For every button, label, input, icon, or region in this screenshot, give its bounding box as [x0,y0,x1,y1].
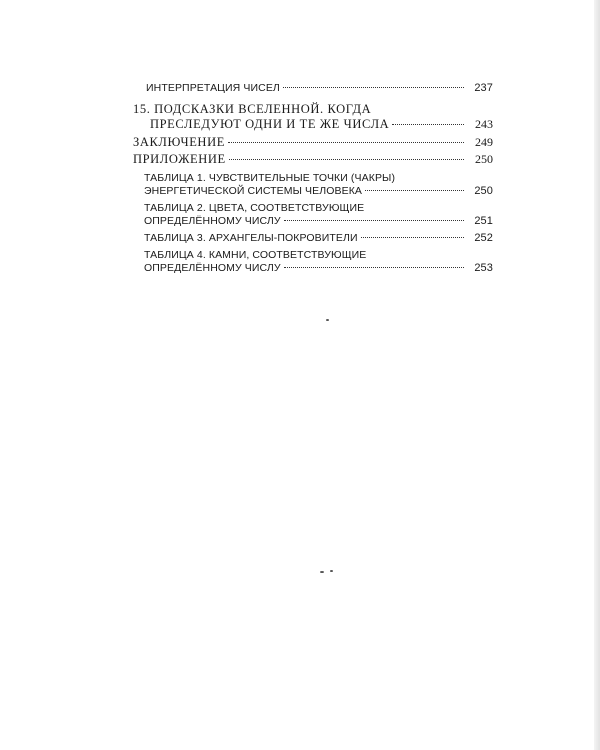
toc-entry-table-3 [144,232,493,245]
toc-page-number: 250 [475,152,493,166]
toc-entry-title-line2: ЭНЕРГЕТИЧЕСКОЙ СИСТЕМЫ ЧЕЛОВЕКА [144,185,363,197]
toc-entry-title-line2: ПРЕСЛЕДУЮТ ОДНИ И ТЕ ЖЕ ЧИСЛА [150,117,390,131]
scan-speck [320,571,324,573]
toc-entry-title: ЗАКЛЮЧЕНИЕ [133,135,225,149]
toc-page-number: 251 [474,215,493,227]
leader-dots [284,267,464,268]
toc-page-number: 249 [475,135,493,149]
toc-entry-table-4 [144,249,493,275]
toc-entry-title-line1: ТАБЛИЦА 1. ЧУВСТВИТЕЛЬНЫЕ ТОЧКИ (ЧАКРЫ) [144,172,396,184]
appendix-subentries [133,172,493,275]
leader-dots [229,159,464,160]
toc-entry-title-line1: ТАБЛИЦА 2. ЦВЕТА, СООТВЕТСТВУЮЩИЕ [144,202,365,214]
leader-dots [361,237,464,238]
toc-page-number: 237 [474,82,493,94]
toc-entry-chapter-15 [133,102,493,132]
page-edge-shadow [594,0,600,750]
scan-speck [326,319,329,321]
toc-page-number: 253 [474,262,493,274]
toc-page-number: 250 [474,185,493,197]
toc-entry-title-line1: 15. ПОДСКАЗКИ ВСЕЛЕННОЙ. КОГДА [133,102,372,116]
leader-dots [283,87,464,88]
toc-entry-interpretation [133,82,493,98]
toc-entry-title: ИНТЕРПРЕТАЦИЯ ЧИСЕЛ [146,82,280,94]
toc-entry-title-line1: ТАБЛИЦА 4. КАМНИ, СООТВЕТСТВУЮЩИЕ [144,249,367,261]
toc-entry-title-line2: ОПРЕДЕЛЁННОМУ ЧИСЛУ [144,215,281,227]
toc-entry-conclusion [133,135,493,152]
leader-dots [365,190,464,191]
table-of-contents [133,82,493,279]
toc-entry-title-line2: ОПРЕДЕЛЁННОМУ ЧИСЛУ [144,262,281,274]
toc-page-number: 252 [474,232,493,244]
toc-entry-appendix [133,152,493,169]
toc-entry-title: ПРИЛОЖЕНИЕ [133,152,226,166]
toc-page-number: 243 [475,117,493,131]
toc-entry-table-2 [144,202,493,228]
leader-dots [228,142,464,143]
leader-dots [392,124,464,125]
scan-speck [330,570,333,572]
toc-entry-table-1 [144,172,493,198]
toc-entry-title: ТАБЛИЦА 3. АРХАНГЕЛЫ-ПОКРОВИТЕЛИ [144,232,358,244]
leader-dots [284,220,464,221]
